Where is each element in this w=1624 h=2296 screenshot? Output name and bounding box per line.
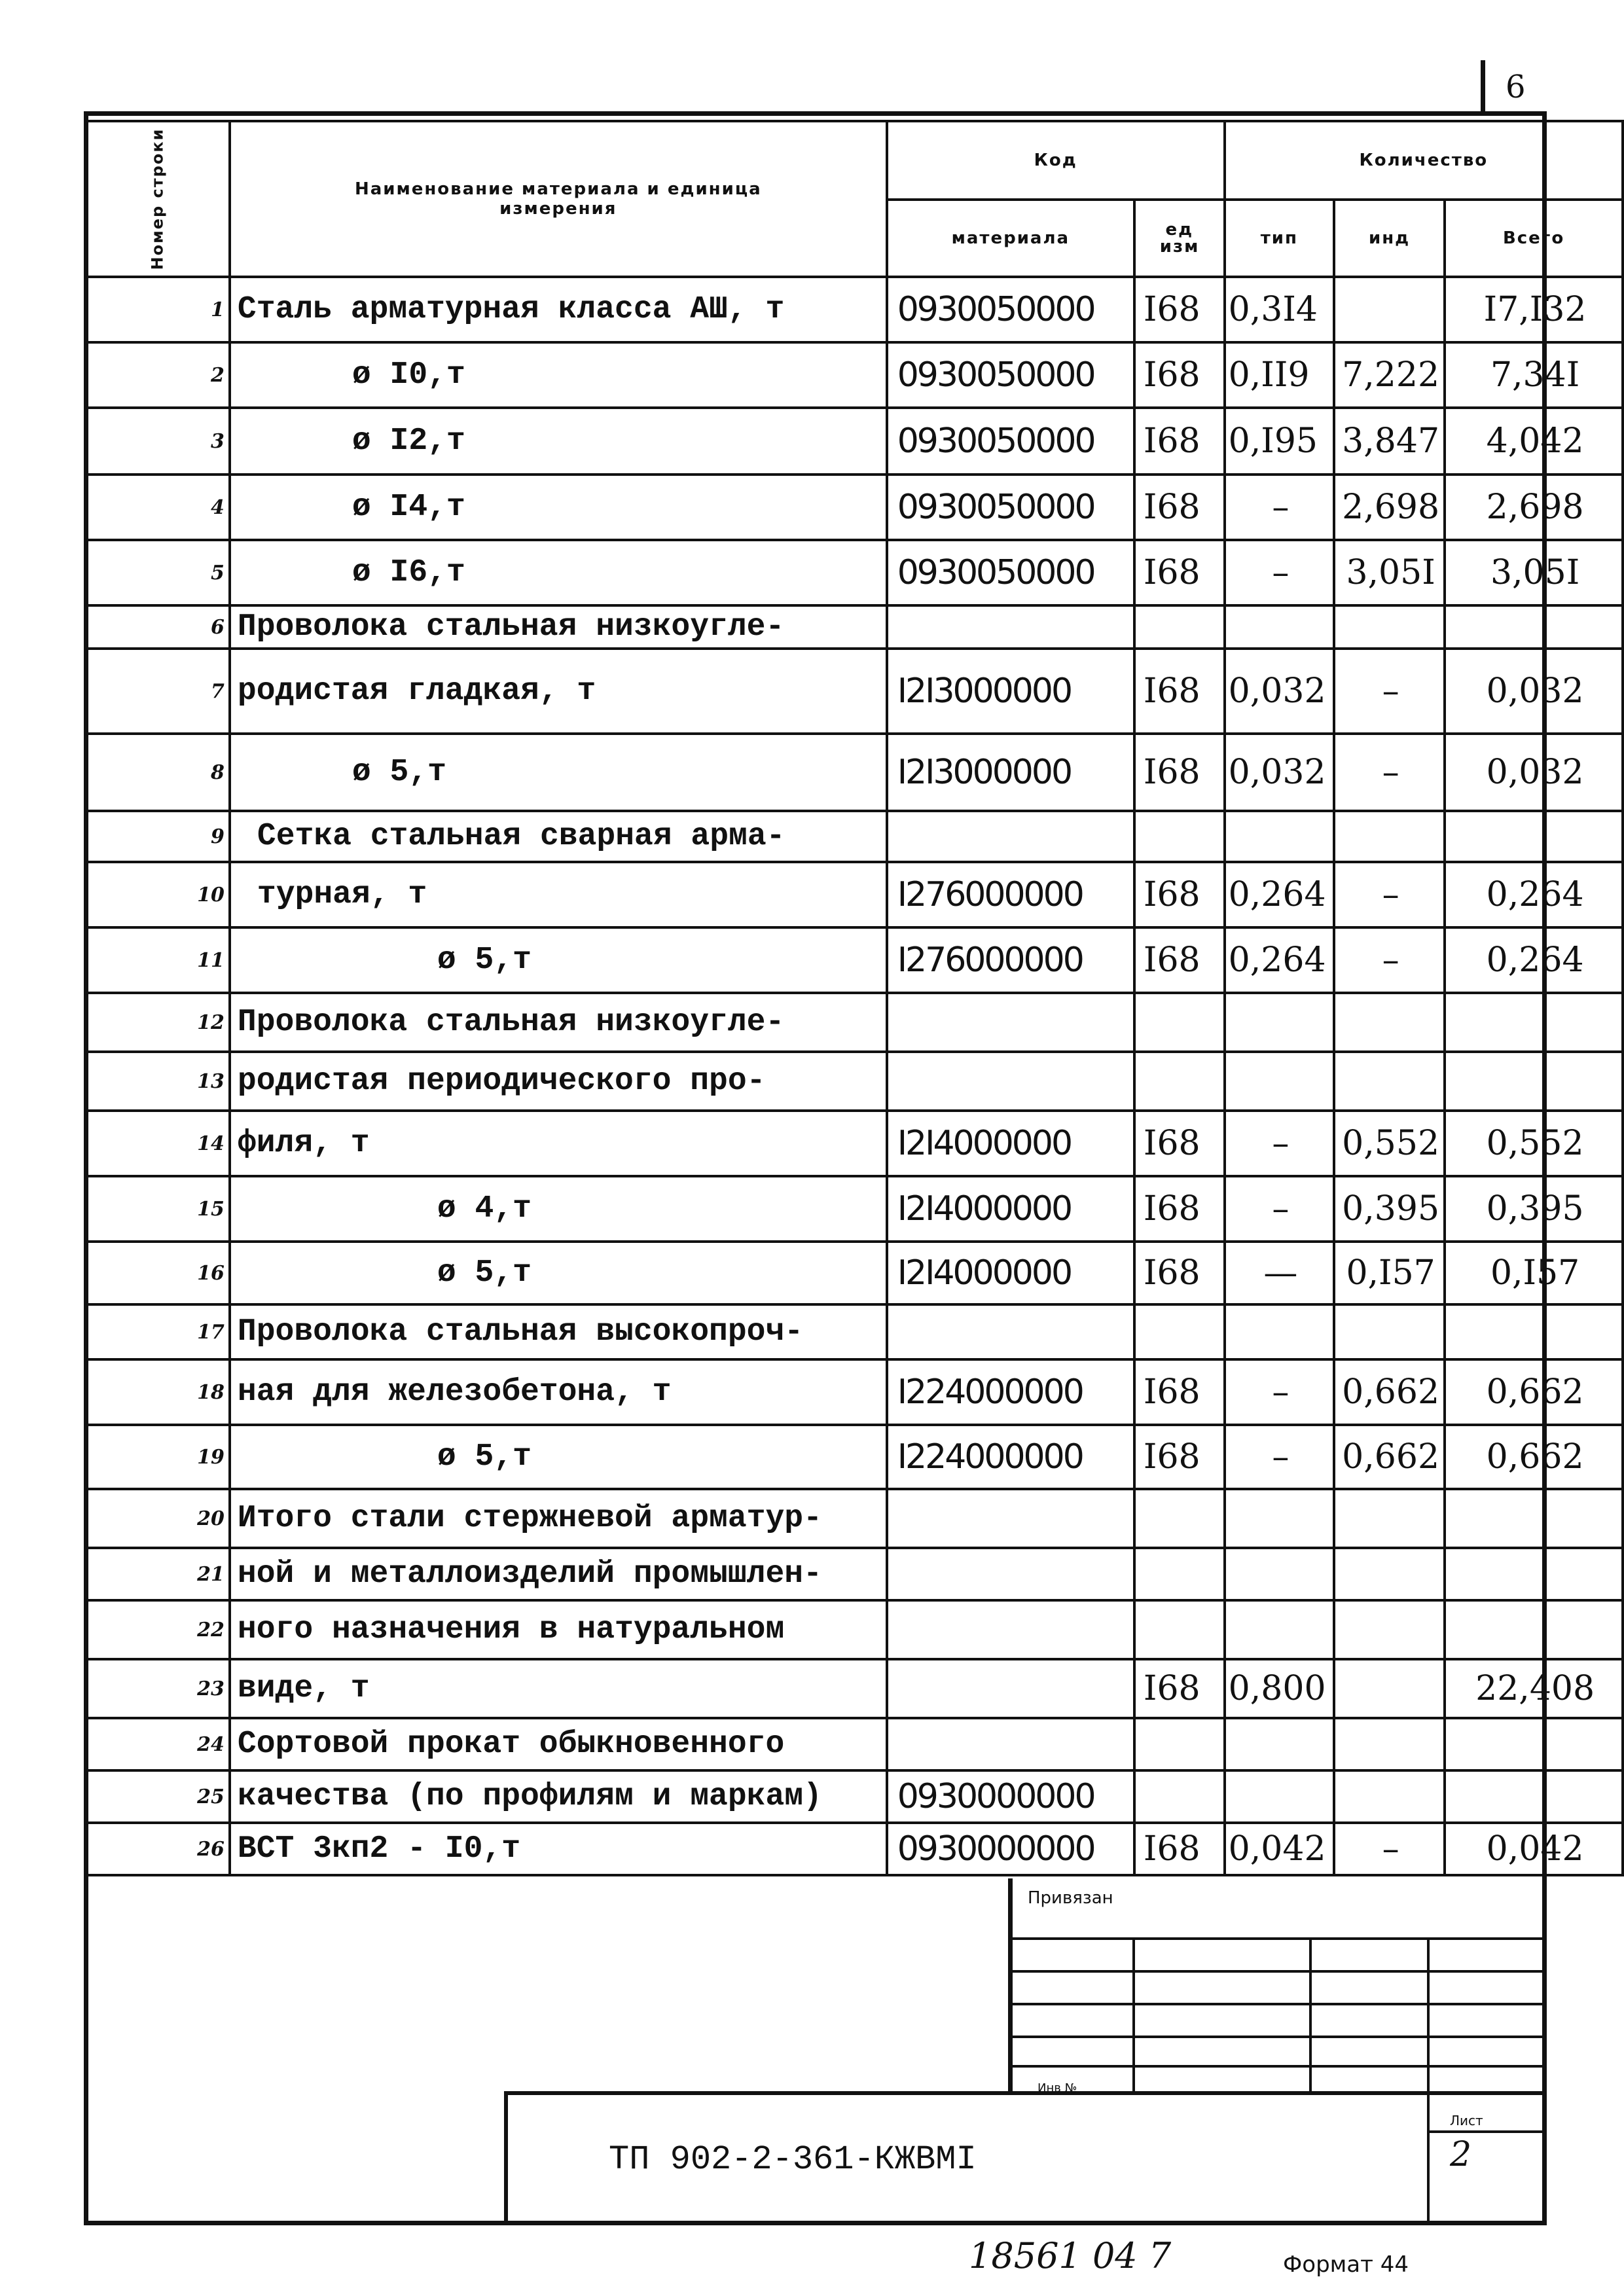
qty-ind: 0,395 [1334, 1176, 1445, 1242]
qty-type: – [1225, 475, 1334, 540]
table-row: 26 ВСТ 3кп2 - I0,т 0930000000 I68 0,042 – 0,042 [85, 1823, 1623, 1875]
header-qty-ind: инд [1334, 200, 1445, 277]
format-label: Формат 44 [1283, 2251, 1409, 2278]
material-code: I276000000 [887, 862, 1134, 927]
page-number: 6 [1506, 69, 1526, 105]
qty-type: – [1225, 1176, 1334, 1242]
material-code: I2I3000000 [887, 649, 1134, 734]
title-block-line [1008, 2003, 1547, 2005]
qty-ind: – [1334, 649, 1445, 734]
material-code: 0930050000 [887, 408, 1134, 475]
unit-code: I68 [1134, 862, 1225, 927]
title-block-line [1008, 1937, 1547, 1940]
table-row: 5 ø I6,т 0930050000 I68 – 3,05I 3,05I [85, 540, 1623, 605]
qty-total: 0,264 [1445, 927, 1623, 993]
table-row: 1 Сталь арматурная класса АШ, т 0930050000 I68 0,3I4 I7,I32 [85, 277, 1623, 342]
sheet-label: Лист [1450, 2113, 1483, 2128]
material-name: ø I2,т [230, 408, 887, 475]
table-row: 10 турная, т I276000000 I68 0,264 – 0,264 [85, 862, 1623, 927]
title-block-line [1427, 1937, 1430, 2225]
material-name: ной и металлоизделий промышлен- [230, 1548, 887, 1600]
qty-ind: 0,662 [1334, 1425, 1445, 1489]
header-code: Код [887, 121, 1225, 200]
qty-total: I7,I32 [1445, 277, 1623, 342]
table-row: 16 ø 5,т I2I4000000 I68 — 0,I57 0,I57 [85, 1242, 1623, 1304]
page-number-bar [1481, 60, 1485, 116]
qty-type: 0,032 [1225, 649, 1334, 734]
material-name: ø 4,т [230, 1176, 887, 1242]
unit-code: I68 [1134, 1176, 1225, 1242]
qty-total: 0,395 [1445, 1176, 1623, 1242]
header-code-unit: ед изм [1134, 200, 1225, 277]
material-name: качества (по профилям и маркам) [230, 1770, 887, 1823]
unit-code: I68 [1134, 649, 1225, 734]
unit-code: I68 [1134, 1359, 1225, 1425]
unit-code: I68 [1134, 1823, 1225, 1875]
qty-total: 2,698 [1445, 475, 1623, 540]
material-code: 0930050000 [887, 277, 1134, 342]
material-code: I2I4000000 [887, 1242, 1134, 1304]
qty-type: 0,I95 [1225, 408, 1334, 475]
qty-ind: – [1334, 734, 1445, 811]
sheet-number: 2 [1450, 2135, 1472, 2174]
qty-type: – [1225, 540, 1334, 605]
qty-total: 0,662 [1445, 1425, 1623, 1489]
qty-total: 7,34I [1445, 342, 1623, 408]
material-name: ø 5,т [230, 734, 887, 811]
qty-ind: 2,698 [1334, 475, 1445, 540]
qty-type: — [1225, 1242, 1334, 1304]
material-name: Сортовой прокат обыкновенного [230, 1718, 887, 1770]
material-name: ного назначения в натуральном [230, 1600, 887, 1659]
table-row: 25 качества (по профилям и маркам) 0930000000 [85, 1770, 1623, 1823]
material-name: ø I0,т [230, 342, 887, 408]
qty-type: – [1225, 1359, 1334, 1425]
qty-type: 0,3I4 [1225, 277, 1334, 342]
qty-ind [1334, 1659, 1445, 1718]
material-name: ø 5,т [230, 1242, 887, 1304]
material-name: Проволока стальная низкоугле- [230, 993, 887, 1052]
table-row: 14 филя, т I2I4000000 I68 – 0,552 0,552 [85, 1111, 1623, 1176]
table-row: 13 родистая периодического про- [85, 1052, 1623, 1111]
unit-code: I68 [1134, 475, 1225, 540]
title-block-line [1008, 2036, 1547, 2038]
unit-code: I68 [1134, 277, 1225, 342]
qty-type: 0,800 [1225, 1659, 1334, 1718]
qty-ind: – [1334, 1823, 1445, 1875]
unit-code: I68 [1134, 408, 1225, 475]
qty-ind [1334, 277, 1445, 342]
table-row: 9 Сетка стальная сварная арма- [85, 811, 1623, 862]
qty-total: 0,264 [1445, 862, 1623, 927]
table-row: 17 Проволока стальная высокопроч- [85, 1304, 1623, 1359]
title-block-line [1309, 1937, 1312, 2094]
table-row: 2 ø I0,т 0930050000 I68 0,II9 7,222 7,34I [85, 342, 1623, 408]
table-row: 24 Сортовой прокат обыкновенного [85, 1718, 1623, 1770]
table-row: 15 ø 4,т I2I4000000 I68 – 0,395 0,395 [85, 1176, 1623, 1242]
attached-label: Привязан [1028, 1888, 1113, 1908]
inventory-number-label: Инв № [1038, 2081, 1077, 2095]
qty-ind: – [1334, 927, 1445, 993]
qty-type: 0,042 [1225, 1823, 1334, 1875]
qty-ind: 0,662 [1334, 1359, 1445, 1425]
material-code: I224000000 [887, 1425, 1134, 1489]
table-row: 23 виде, т I68 0,800 22,408 [85, 1659, 1623, 1718]
material-code: 0930050000 [887, 475, 1134, 540]
material-code: 0930000000 [887, 1770, 1134, 1823]
qty-type: – [1225, 1425, 1334, 1489]
qty-total: 0,042 [1445, 1823, 1623, 1875]
table-row: 20 Итого стали стержневой арматур- [85, 1489, 1623, 1548]
title-block-line [1008, 1970, 1547, 1973]
table-row: 6 Проволока стальная низкоугле- [85, 605, 1623, 649]
title-block-line [1132, 1937, 1135, 2094]
qty-type: 0,II9 [1225, 342, 1334, 408]
material-name: Сетка стальная сварная арма- [230, 811, 887, 862]
title-block-line [1008, 2065, 1547, 2068]
table-row: 12 Проволока стальная низкоугле- [85, 993, 1623, 1052]
qty-total: 3,05I [1445, 540, 1623, 605]
header-name: Наименование материала и единица измерения [230, 121, 887, 277]
material-name: ВСТ 3кп2 - I0,т [230, 1823, 887, 1875]
unit-code: I68 [1134, 1659, 1225, 1718]
title-block-line [504, 2091, 1547, 2095]
qty-total: 4,042 [1445, 408, 1623, 475]
material-name: Сталь арматурная класса АШ, т [230, 277, 887, 342]
qty-ind: 7,222 [1334, 342, 1445, 408]
material-code: I2I4000000 [887, 1111, 1134, 1176]
table-row: 18 ная для железобетона, т I224000000 I68 – 0,662 0,662 [85, 1359, 1623, 1425]
material-code: I224000000 [887, 1359, 1134, 1425]
qty-total: 22,408 [1445, 1659, 1623, 1718]
unit-code: I68 [1134, 1111, 1225, 1176]
title-block-line [1427, 2130, 1547, 2133]
specification-table [84, 120, 1624, 1876]
material-code: I276000000 [887, 927, 1134, 993]
material-name: ø 5,т [230, 1425, 887, 1489]
material-name: ø I4,т [230, 475, 887, 540]
qty-ind: 3,05I [1334, 540, 1445, 605]
title-block-line [504, 2091, 508, 2225]
material-name: Проволока стальная высокопроч- [230, 1304, 887, 1359]
unit-code: I68 [1134, 540, 1225, 605]
material-name: ø I6,т [230, 540, 887, 605]
qty-type: 0,032 [1225, 734, 1334, 811]
table-row: 19 ø 5,т I224000000 I68 – 0,662 0,662 [85, 1425, 1623, 1489]
unit-code: I68 [1134, 342, 1225, 408]
material-name: филя, т [230, 1111, 887, 1176]
table-row: 11 ø 5,т I276000000 I68 0,264 – 0,264 [85, 927, 1623, 993]
material-name: родистая гладкая, т [230, 649, 887, 734]
qty-ind: – [1334, 862, 1445, 927]
table-row: 22 ного назначения в натуральном [85, 1600, 1623, 1659]
unit-code: I68 [1134, 1425, 1225, 1489]
qty-ind: 0,I57 [1334, 1242, 1445, 1304]
header-qty-type: тип [1225, 200, 1334, 277]
header-code-material: материала [887, 200, 1134, 277]
qty-total: 0,662 [1445, 1359, 1623, 1425]
table-row: 3 ø I2,т 0930050000 I68 0,I95 3,847 4,042 [85, 408, 1623, 475]
material-code: I2I4000000 [887, 1176, 1134, 1242]
material-name: родистая периодического про- [230, 1052, 887, 1111]
material-code: 0930050000 [887, 540, 1134, 605]
qty-type: – [1225, 1111, 1334, 1176]
header-qty-total: Всего [1445, 200, 1623, 277]
header-quantity: Количество [1225, 121, 1623, 200]
unit-code: I68 [1134, 1242, 1225, 1304]
handwritten-number: 18561 04 7 [969, 2235, 1172, 2276]
material-code: 0930000000 [887, 1823, 1134, 1875]
table-row: 8 ø 5,т I2I3000000 I68 0,032 – 0,032 [85, 734, 1623, 811]
document-code: ТП 902-2-361-КЖВМI [609, 2140, 977, 2179]
material-name: ная для железобетона, т [230, 1359, 887, 1425]
table-row: 7 родистая гладкая, т I2I3000000 I68 0,032 – 0,032 [85, 649, 1623, 734]
qty-ind: 0,552 [1334, 1111, 1445, 1176]
header-row-number: Номер строки [85, 121, 230, 277]
qty-total: 0,032 [1445, 734, 1623, 811]
material-name: ø 5,т [230, 927, 887, 993]
unit-code: I68 [1134, 927, 1225, 993]
material-name: Проволока стальная низкоугле- [230, 605, 887, 649]
material-code: 0930050000 [887, 342, 1134, 408]
material-name: виде, т [230, 1659, 887, 1718]
qty-total: 0,032 [1445, 649, 1623, 734]
qty-type: 0,264 [1225, 862, 1334, 927]
qty-type: 0,264 [1225, 927, 1334, 993]
table-row: 4 ø I4,т 0930050000 I68 – 2,698 2,698 [85, 475, 1623, 540]
material-name: Итого стали стержневой арматур- [230, 1489, 887, 1548]
material-name: турная, т [230, 862, 887, 927]
unit-code: I68 [1134, 734, 1225, 811]
material-code: I2I3000000 [887, 734, 1134, 811]
qty-ind: 3,847 [1334, 408, 1445, 475]
qty-total: 0,I57 [1445, 1242, 1623, 1304]
table-row: 21 ной и металлоизделий промышлен- [85, 1548, 1623, 1600]
title-block-divider [1008, 1878, 1013, 2094]
qty-total: 0,552 [1445, 1111, 1623, 1176]
material-code [887, 1659, 1134, 1718]
